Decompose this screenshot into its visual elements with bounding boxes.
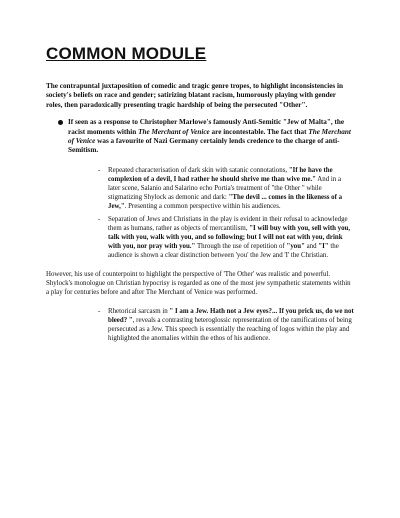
sub-text: the audience is shown a clear distinction between 'you' the Jew and 'I' the Christian. bbox=[108, 242, 339, 259]
sub-text: And in a later scene, Salanio and Salarino echo Portia's treatment of "the Other " while stigmatizing Shylock as demonic and dark: bbox=[108, 175, 342, 201]
sub-list-1 bbox=[98, 166, 354, 260]
sub-item-rhetorical-sarcasm bbox=[98, 307, 354, 343]
sub-text: and bbox=[304, 242, 319, 250]
quote: "The devil ... comes in the likeness of a Jew," bbox=[108, 193, 343, 210]
sub-text: Rhetorical sarcasm in bbox=[108, 307, 170, 315]
bullet-icon bbox=[58, 120, 63, 125]
quote: "If he have the complexion of a devil, I had rather he should shrive me than wive me." bbox=[108, 166, 333, 183]
bullet-text-part: If seen as a response to Christopher Marlowe's famously Anti-Semitic "Jew of Malta", the racist moments within bbox=[68, 118, 345, 136]
quote: " I am a Jew. Hath not a Jew eyes?... If you prick us, do we not bleed? " bbox=[108, 307, 354, 324]
sub-text: . Presenting a common perspective within his audiences. bbox=[124, 202, 281, 210]
dash-marker: - bbox=[98, 215, 101, 223]
sub-item-complexion bbox=[98, 166, 354, 211]
sub-text: Through the use of repetition of bbox=[195, 242, 287, 250]
intro-paragraph: The contrapuntal juxtaposition of comedic and tragic genre tropes, to highlight inconsistencies in society's beliefs on race and gender; satirizing blatant racism, humorously playing with gender roles, then paradoxically presenting tragic hardship of being the persecuted "Other". bbox=[46, 82, 344, 109]
main-bullet bbox=[46, 118, 354, 156]
sub-text: Separation of Jews and Christians in the play is evident in their refusal to acknowledge them as humans, rather as objects of mercantilism, bbox=[108, 215, 348, 232]
page-title: COMMON MODULE bbox=[46, 44, 207, 63]
sub-list-2 bbox=[98, 307, 354, 343]
quote: "you" bbox=[286, 242, 305, 250]
bullet-italic-title: The Merchant of Venice bbox=[138, 127, 210, 136]
bullet-text-part: was a favourite of Nazi Germany certainly lends credence to the charge of anti-Semitism. bbox=[68, 137, 340, 155]
sub-text: , reveals a contrasting heteroglossic representation of the ramifications of being persecuted as a Jew. This speech is essentially the reaching of logos within the play and highlighted the anomalies within the ethos of his audience. bbox=[108, 316, 352, 342]
dash-marker: - bbox=[98, 166, 101, 174]
dash-marker: - bbox=[98, 307, 101, 315]
bullet-italic-title: The Merchant of Venice bbox=[68, 127, 351, 146]
counterpoint-paragraph: However, his use of counterpoint to highlight the perspective of 'The Other' was realistic and powerful. Shylock's monologue on Christian hypocrisy is regarded as one of the most jew sympathetic statements within a play for centuries before and after The Merchant of Venice was performed. bbox=[46, 270, 351, 296]
quote: "I" bbox=[318, 242, 329, 250]
sub-text: Repeated characterisation of dark skin with satanic connotations, bbox=[108, 166, 289, 174]
quote: "I will buy with you, sell with you, talk with you, walk with you, and so following; but I will not eat with you, drink with you, nor pray with you." bbox=[108, 224, 351, 250]
bullet-text bbox=[68, 118, 354, 156]
bullet-text-part: are incontestable. The fact that bbox=[209, 127, 309, 136]
sub-item-separation bbox=[98, 215, 354, 260]
